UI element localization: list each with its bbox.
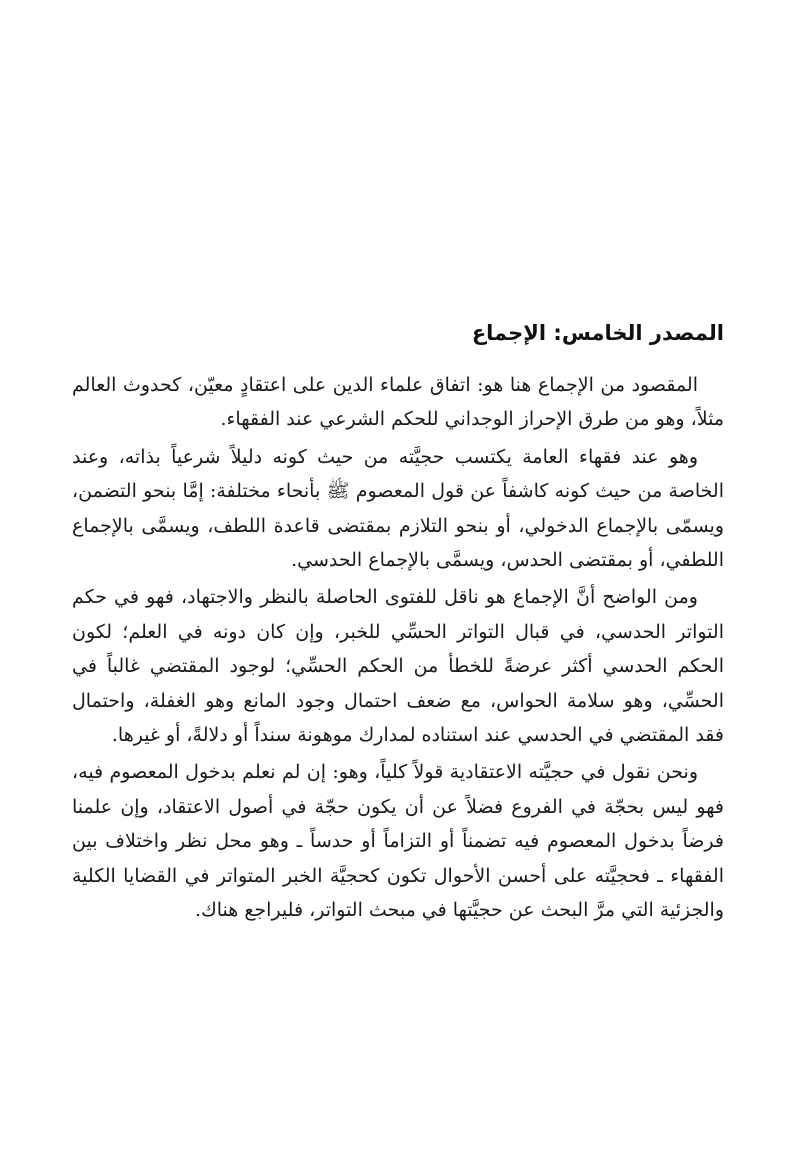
paragraph-conclusion: ونحن نقول في حجيَّته الاعتقادية قولاً كلياً، وهو: إن لم نعلم بدخول المعصوم فيه، فهو ليس بحجّة في الفروع فضلاً عن أن يكون حجّة في أصول الاعتقاد، وإن علمنا فرضاً بدخول المعصوم فيه تضمناً أو التزاماً أو حدساً ـ وهو محل نظر واختلاف بين الفقهاء ـ فحجيَّته على أحسن الأحوال تكون كحجيَّة الخبر المتواتر في القضايا الكلية والجزئية التي مرَّ البحث عن حجيَّتها في مبحث التواتر، فليراجع هناك. xyxy=(72,761,724,922)
paragraph-intuitive-consensus: ومن الواضح أنَّ الإجماع هو ناقل للفتوى الحاصلة بالنظر والاجتهاد، فهو في حكم التواتر الحدسي، في قبال التواتر الحسِّي للخبر، وإن كان دونه في العلم؛ لكون الحكم الحدسي أكثر عرضةً للخطأ من الحكم الحسِّي؛ لوجود المقتضي غالباً في الحسِّي، وهو سلامة الحواس، مع ضعف احتمال وجود المانع وهو الغفلة، واحتمال فقد المقتضي في الحدسي عند استناده لمدارك موهونة سنداً أو دلالةً، أو غيرها. xyxy=(72,586,724,747)
section-heading: المصدر الخامس: الإجماع xyxy=(471,321,724,345)
body-text xyxy=(72,368,724,931)
paragraph-authority: وهو عند فقهاء العامة يكتسب حجيَّته من حيث كونه دليلاً شرعياً بذاته، وعند الخاصة من حيث كونه كاشفاً عن قول المعصوم ﷺ بأنحاء مختلفة: إمَّا بنحو التضمن، ويسمّى بالإجماع الدخولي، أو بنحو التلازم بمقتضى قاعدة اللطف، ويسمَّى بالإجماع اللطفي، أو بمقتضى الحدس، ويسمَّى بالإجماع الحدسي. xyxy=(72,445,724,572)
paragraph-definition: المقصود من الإجماع هنا هو: اتفاق علماء الدين على اعتقادٍ معيّن، كحدوث العالم مثلاً، وهو من طرق الإحراز الوجداني للحكم الشرعي عند الفقهاء. xyxy=(72,374,724,431)
